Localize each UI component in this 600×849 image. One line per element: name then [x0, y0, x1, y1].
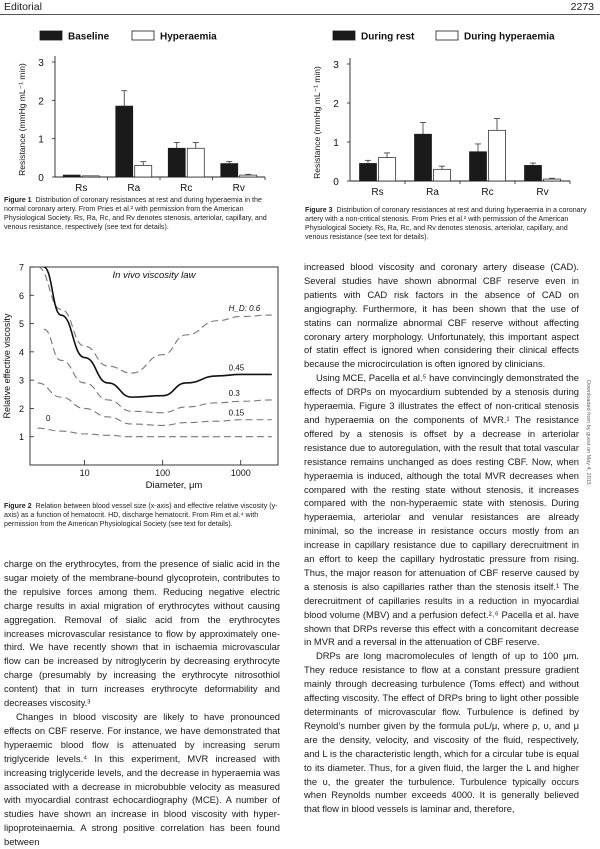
series-label: H_D: 0.6 [228, 304, 261, 314]
bar [525, 165, 542, 181]
figure-3-chart [305, 22, 595, 202]
x-tick-label: Rv [536, 187, 549, 198]
series-label: 0.3 [228, 388, 240, 398]
bar [168, 148, 185, 177]
figure-3-caption-text: Distribution of coronary resistances at rest and during hyperaemia in a coronary artery with a non-critical stenosis. From Pries et al.² with permission of the American Physiological Society. Rs, Ra, Rc, and Rv denotes stenosis, arteriolar, capillary, and venous resistance (see text for details). [305, 206, 587, 241]
x-tick-label: Rs [75, 183, 88, 194]
body-left-paragraph: charge on the erythrocytes, from the presence of sialic acid in the sugar moiety of the membrane-bound glycoprotein, contributes to the repulsive forces among them. Reducing negative electric charge results in axial migration of erythrocytes without causing aggregation. Removal of sialic acid from the erythrocytes increases microvascular resistance to flow by approximately one-third. We have recently shown that in ischaemia microvascular flow can be increased by nitroglycerin by decreasing erythrocyte charge (presumably by increasing the erythrocyte nitrosothiol content) that in turn increases erythrocyte deformability and decreases viscosity.³ [4, 558, 280, 709]
bar [489, 130, 506, 181]
x-tick-label: Rs [371, 187, 384, 198]
x-tick-label: Rc [180, 183, 193, 194]
figure-2-chart [0, 257, 285, 497]
bar [470, 152, 487, 181]
y-tick-label: 2 [18, 403, 24, 414]
y-tick-label: 3 [333, 60, 339, 71]
y-tick-label: 6 [18, 290, 24, 301]
bar [187, 148, 204, 177]
download-note: Downloaded from by guest on May 4, 2015 [585, 380, 591, 485]
header-rule [0, 14, 600, 15]
bar [221, 164, 238, 177]
bar [415, 134, 432, 181]
y-tick-label: 2 [38, 96, 44, 108]
page-number: 2273 [570, 1, 594, 13]
x-tick-label: 10 [79, 468, 90, 478]
legend-swatch [132, 31, 154, 40]
legend-swatch [436, 31, 458, 40]
body-right-column [304, 260, 579, 816]
figure-3-caption [305, 206, 589, 242]
y-tick-label: 0 [333, 177, 339, 188]
x-tick-label: Ra [127, 183, 141, 194]
body-right-paragraph: increased blood viscosity and coronary artery disease (CAD). Several studies have shown abnormal CBF reserve even in patients with CAD risk factors in the absence of CAD on angiography. Furthermore, it has been shown that the use of statins can normalize abnormal CBF reserve without affecting coronary artery morphology. Unfortunately, this important aspect of statin effect is ignored when considering their clinical effects because the microcirculation is often ignored by clinicians. [304, 261, 579, 370]
download-watermark [583, 380, 593, 640]
y-axis-label: Resistance (mmHg mL⁻¹ min) [17, 63, 27, 176]
bar [379, 158, 396, 181]
bar [116, 106, 133, 177]
x-tick-label: 1000 [230, 468, 251, 478]
y-tick-label: 3 [18, 375, 24, 386]
bar [434, 169, 451, 181]
figure-1-chart [0, 22, 285, 194]
x-tick-label: Rc [481, 187, 494, 198]
series-label: 0 [45, 414, 51, 424]
figure-1-label: Figure 1 [4, 196, 32, 204]
series-label: 0.15 [228, 408, 245, 418]
y-tick-label: 1 [333, 138, 339, 149]
y-axis-label: Resistance (mmHg mL⁻¹ min) [312, 66, 322, 179]
y-axis-label: Relative effective viscosity [2, 313, 12, 419]
y-tick-label: 7 [18, 262, 24, 273]
bar [82, 176, 99, 177]
series-label: 0.45 [228, 363, 245, 373]
figure-1-caption-text: Distribution of coronary resistances at rest and during hyperaemia in the normal coronary artery. From Pries et al.² with permission from the American Physiological Society. Rs, Ra, Rc, and Rv denotes stenosis, arteriolar, capillary, and venous resistance, respectively (see text for details). [4, 196, 267, 231]
bar [240, 175, 257, 177]
legend-swatch [40, 31, 62, 40]
running-header [0, 0, 600, 14]
y-tick-label: 0 [38, 173, 44, 184]
series-line [38, 267, 272, 373]
body-right-paragraph: Using MCE, Pacella et al.⁵ have convincingly demonstrated the effects of DRPs on myocardium subtended by a stenosis during hyperaemia. Figure 3 illustrates the effect of non-critical stenosis and hyperaemia on the components of MVR.¹ The resistance offered by a stenosis is offset by a decrease in arteriolar resistance due to autoregulation, with the result that total vascular resistance remains unchanged as does resting CBF. Now, when hyperaemia is induced, although the total MVR decreases when compared with the resting state without stenosis, it increases compared with the non-hyperaemic state with stenosis. During hyperaemia, arteriolar and venular resistances are already minimal, so the increase in resistance occurs mostly from an increase in capillary resistance due to capillary derecruitment in an effort to keep the capillary hydrostatic pressure from rising. Thus, the major reason for attenuation of CBF reserve caused by a stenosis is also capillaries rather than the stenosis itself.¹ The derecruitment of capillaries results in a reduction in myocardial blood volume (MBV) and a perfusion defect.²˒⁶ Pacella et al. have shown that DRPs reverse this effect with a concomitant decrease in MVR and a reversal in the attenuation of CBF reserve. [304, 372, 579, 648]
figure-2-label: Figure 2 [4, 502, 32, 510]
chart-title: In vivo viscosity law [112, 270, 196, 281]
figure-2-caption [4, 502, 280, 529]
legend-label: During rest [361, 31, 415, 43]
legend-label: During hyperaemia [464, 31, 555, 43]
y-tick-label: 4 [18, 347, 24, 358]
section-label: Editorial [4, 1, 42, 13]
body-right-paragraph: DRPs are long macromolecules of length of up to 100 μm. They reduce resistance to flow at a constant pressure gradient mainly through decreasing turbulence (Toms effect) and without affecting viscosity. The effect of DRPs bring to light other possible determinants of microvascular flow. Turbulence is defined by Reynold’s number given by the formula ρυL/μ, where ρ, υ, and μ are the density, velocity, and viscosity of the fluid, respectively, and L is the characteristic length, which for a circular tube is equal to its diameter. Thus, for a given fluid, the larger the L and higher the υ, the greater the turbulence. Turbulence typically occurs when Reynolds number exceeds 4000. It is generally believed that flow in blood vessels is laminar and, therefore, [304, 650, 579, 815]
figure-2-caption-text: Relation between blood vessel size (x-axis) and effective relative viscosity (y-axis) as a function of hematocrit. HD, discharge hematocrit. From Rim et al.⁴ with permission from the American Physiological Society (see text for details). [4, 502, 278, 528]
x-tick-label: 100 [155, 468, 171, 478]
bar [360, 163, 377, 181]
y-tick-label: 5 [18, 319, 24, 330]
y-tick-label: 1 [18, 432, 24, 443]
bar [135, 166, 152, 178]
figure-1-caption [4, 196, 280, 232]
legend-swatch [333, 31, 355, 40]
legend-label: Hyperaemia [160, 31, 217, 43]
y-tick-label: 1 [38, 134, 44, 146]
x-tick-label: Ra [426, 187, 439, 198]
figure-3-label: Figure 3 [305, 206, 333, 214]
body-left-column [4, 557, 280, 849]
series-line [38, 428, 272, 436]
y-tick-label: 3 [38, 58, 44, 69]
legend-label: Baseline [68, 31, 110, 43]
bar [544, 179, 561, 181]
body-left-paragraph: Changes in blood viscosity are likely to have pronounced effects on CBF reserve. For instance, we have demonstrated that hyperaemic blood flow is attenuated by increasing serum triglyceride levels.⁴ In this experiment, MVR increased with increasing triglyceride levels, and the decrease in hyperaemia was associated with a decrease in microbubble velocity as measured with myocardial contrast echocardiography (MCE). A number of studies have shown an increase in blood viscosity with hyper-lipoproteinaemia. A strong positive correlation has been found between [4, 710, 280, 848]
bar [63, 175, 80, 177]
x-tick-label: Rv [232, 183, 245, 194]
series-line [44, 267, 272, 397]
y-tick-label: 2 [333, 99, 339, 110]
x-axis-label: Diameter, μm [145, 480, 203, 491]
